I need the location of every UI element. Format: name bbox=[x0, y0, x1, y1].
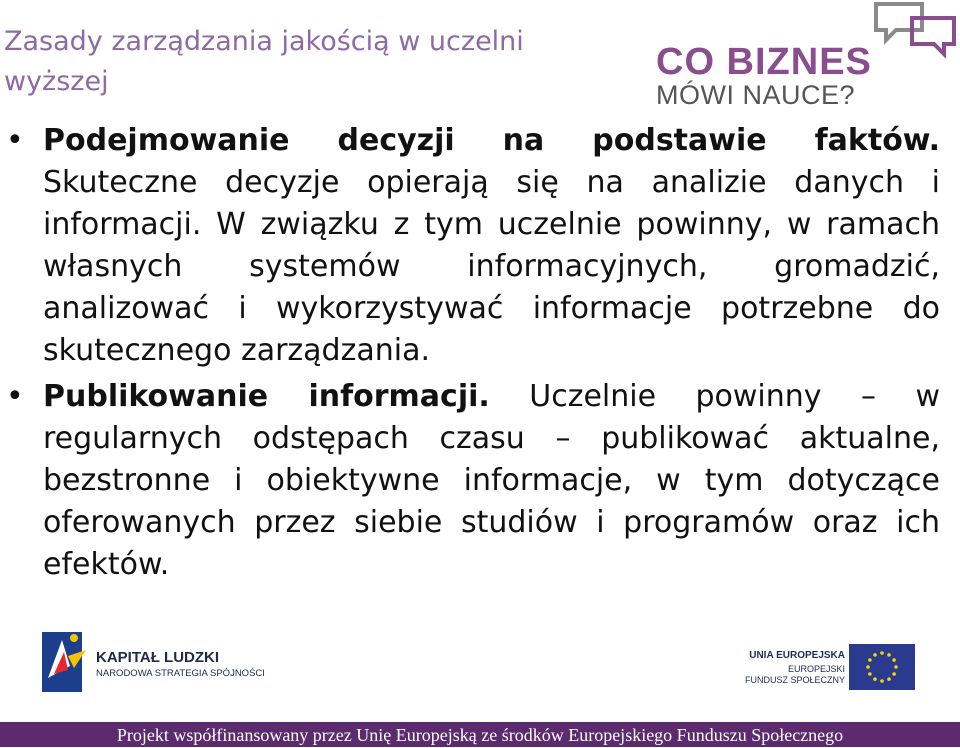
kapital-ludzki-logo bbox=[40, 626, 300, 696]
logo-line-1: CO BIZNES bbox=[656, 41, 872, 83]
bullet-1-bold: Podejmowanie decyzji na podstawie faktów. bbox=[43, 123, 940, 158]
logo-line-2: MÓWI NAUCE? bbox=[656, 80, 856, 110]
kapital-ludzki-name: KAPITAŁ LUDZKI bbox=[96, 649, 220, 666]
bullet-list bbox=[0, 120, 940, 586]
eu-star-icon bbox=[887, 677, 891, 681]
title-line-2: wyższej bbox=[4, 66, 109, 97]
eu-star-icon bbox=[892, 672, 896, 676]
bullet-1-text: Skuteczne decyzje opierają się na analizie danych i informacji. W związku z tym uczelnie powinny, w ramach własnych systemów informacyjnych, gromadzić, analizować i wykorzystywać informacje potrzebne do skutecznego zarządzania. bbox=[43, 165, 940, 368]
bullet-item-1 bbox=[0, 120, 940, 372]
eu-star-icon bbox=[866, 665, 870, 669]
bullet-dot: • bbox=[6, 123, 24, 158]
co-biznes-logo bbox=[652, 0, 960, 115]
eu-star-icon bbox=[868, 672, 872, 676]
footer-text: Projekt współfinansowany przez Unię Europejską ze środków Europejskiego Funduszu Społecznego bbox=[116, 725, 844, 745]
bullet-2-bold: Publikowanie informacji. bbox=[43, 379, 490, 414]
bullet-dot: • bbox=[6, 379, 24, 414]
speech-bubbles-icon bbox=[872, 0, 958, 60]
eu-line-1: UNIA EUROPEJSKA bbox=[749, 650, 845, 661]
eu-star-icon bbox=[873, 653, 877, 657]
eu-star-icon bbox=[868, 658, 872, 662]
eu-line-3: FUNDUSZ SPOŁECZNY bbox=[744, 675, 845, 685]
bullet-item-2 bbox=[0, 376, 940, 586]
title-line-1: Zasady zarządzania jakością w uczelni bbox=[4, 26, 524, 57]
eu-star-icon bbox=[880, 651, 884, 655]
eu-star-icon bbox=[892, 658, 896, 662]
slide-title bbox=[4, 22, 564, 102]
eu-star-icon bbox=[880, 679, 884, 683]
eu-flag-icon bbox=[849, 644, 915, 690]
eu-star-icon bbox=[894, 665, 898, 669]
eu-star-icon bbox=[887, 653, 891, 657]
bullet-2-text: Uczelnie powinny – w regularnych odstępach czasu – publikować aktualne, bezstronne i obiektywne informacje, w tym dotyczące oferowanych przez siebie studiów i programów oraz ich efektów. bbox=[43, 379, 940, 582]
footer-bar bbox=[0, 722, 960, 747]
eu-line-2: EUROPEJSKI bbox=[787, 664, 845, 674]
kapital-ludzki-emblem-icon bbox=[40, 626, 90, 696]
eu-star-icon bbox=[873, 677, 877, 681]
eu-logo bbox=[735, 636, 915, 696]
kapital-ludzki-subtitle: NARODOWA STRATEGIA SPÓJNOŚCI bbox=[96, 668, 265, 679]
